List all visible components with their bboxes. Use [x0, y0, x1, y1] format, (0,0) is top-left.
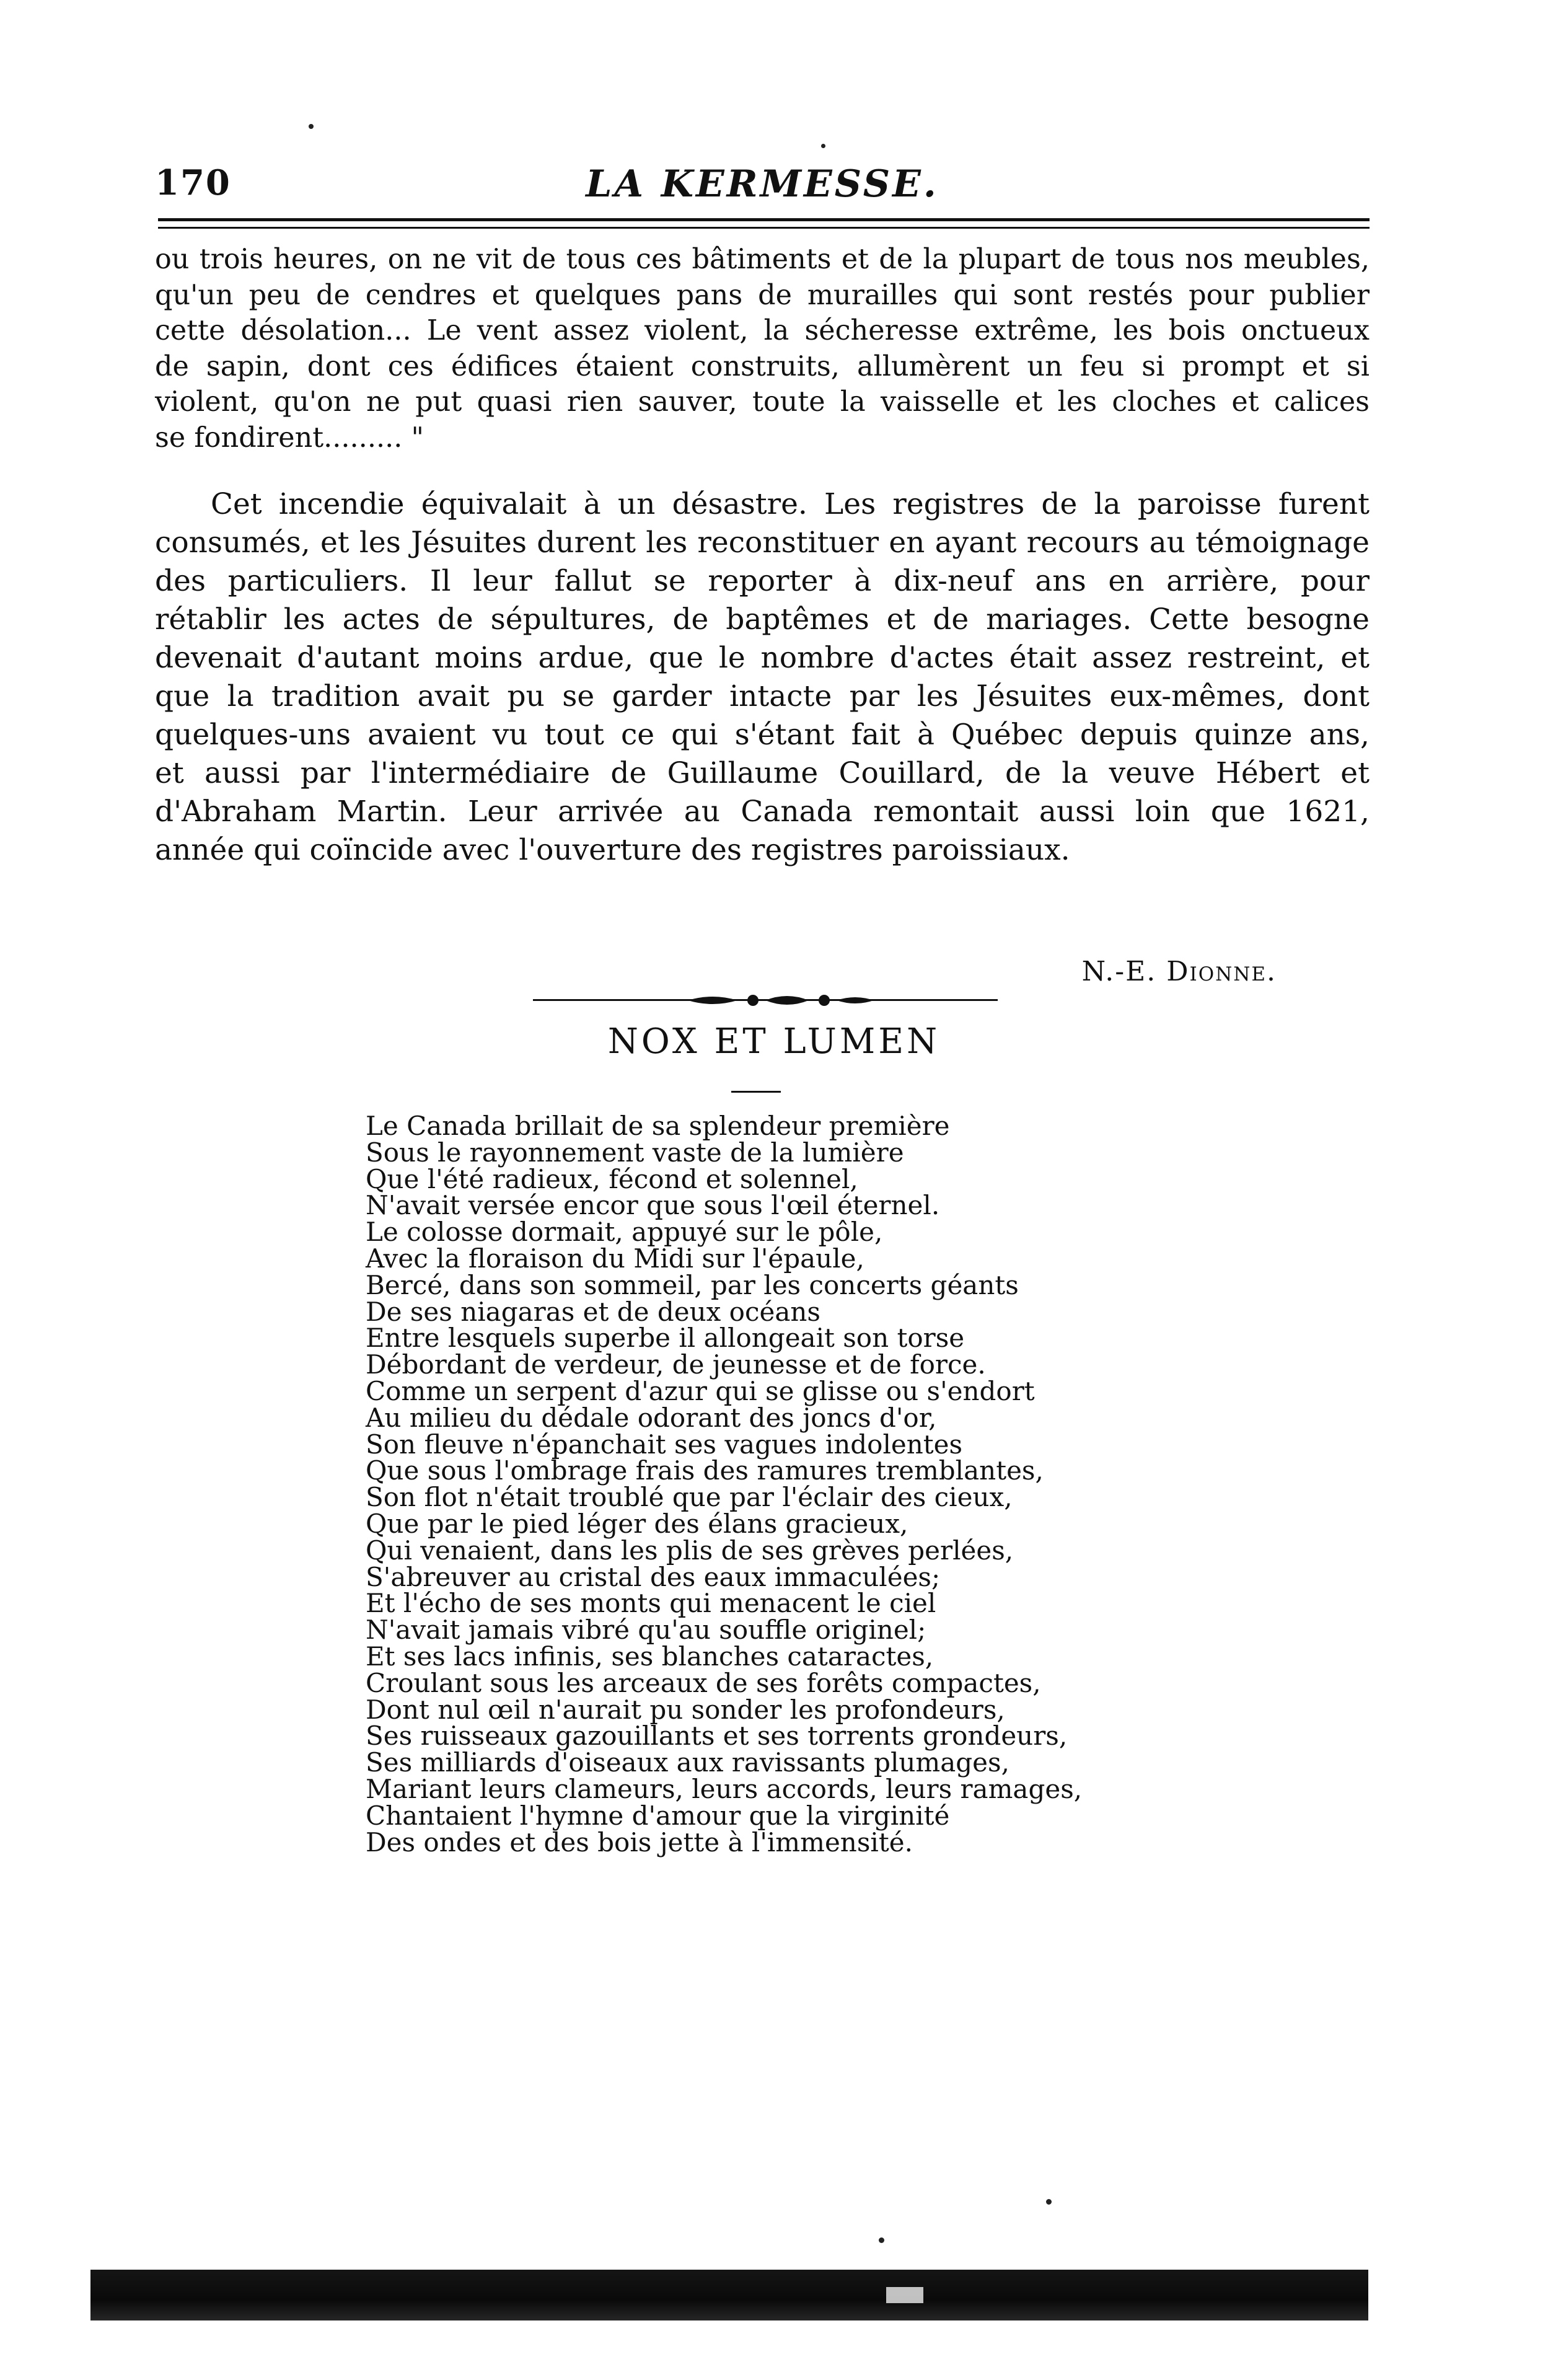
text-line: violent, qu'on ne put quasi rien sauver, toute la vaisselle et les cloches et calices	[155, 386, 1370, 418]
text-line: ou trois heures, on ne vit de tous ces bâtiments et de la plupart de tous nos meubles,	[155, 244, 1370, 275]
verse-line: Chantaient l'hymne d'amour que la virginité	[366, 1800, 950, 1831]
poem-title: NOX ET LUMEN	[607, 1021, 941, 1062]
verse-line: Que l'été radieux, fécond et solennel,	[366, 1163, 858, 1194]
text-line: qu'un peu de cendres et quelques pans de murailles qui sont restés pour publier	[155, 279, 1370, 311]
verse-line: Qui venaient, dans les plis de ses grèves perlées,	[366, 1535, 1014, 1566]
verse-line: Comme un serpent d'azur qui se glisse ou s'endort	[366, 1375, 1035, 1406]
verse-line: Le colosse dormait, appuyé sur le pôle,	[366, 1217, 883, 1248]
text-line: rétablir les actes de sépultures, de baptêmes et de mariages. Cette besogne	[155, 602, 1370, 637]
text-line: de sapin, dont ces édifices étaient construits, allumèrent un feu si prompt et si	[155, 350, 1370, 382]
text-line: que la tradition avait pu se garder intacte par les Jésuites eux-mêmes, dont	[155, 679, 1370, 713]
verse-line: Et ses lacs infinis, ses blanches cataractes,	[366, 1641, 934, 1672]
journal-title: LA KERMESSE.	[586, 162, 939, 206]
text-line: année qui coïncide avec l'ouverture des registres paroissiaux.	[155, 833, 1070, 867]
scan-speck	[879, 2237, 884, 2243]
verse-line: Son fleuve n'épanchait ses vagues indolentes	[366, 1429, 963, 1460]
page-number: 170	[155, 162, 231, 203]
verse-line: Que par le pied léger des élans gracieux,	[366, 1508, 908, 1539]
verse-line: N'avait jamais vibré qu'au souffle originel;	[366, 1615, 926, 1646]
text-line: des particuliers. Il leur fallut se reporter à dix-neuf ans en arrière, pour	[155, 564, 1370, 598]
header-rule-thick	[158, 218, 1370, 221]
verse-line: Des ondes et des bois jette à l'immensité.	[366, 1827, 913, 1858]
verse-line: De ses niagaras et de deux océans	[366, 1296, 820, 1327]
verse-line: S'abreuver au cristal des eaux immaculées;	[366, 1561, 941, 1592]
paragraph	[155, 485, 1370, 870]
verse-line: Ses milliards d'oiseaux aux ravissants plumages,	[366, 1747, 1009, 1778]
text-line: cette désolation... Le vent assez violent, la sécheresse extrême, les bois onctueux	[155, 315, 1370, 346]
verse-line: Le Canada brillait de sa splendeur première	[366, 1111, 950, 1141]
verse-line: Croulant sous les arceaux de ses forêts compactes,	[366, 1667, 1041, 1698]
scan-edge-bar	[90, 2270, 1368, 2320]
title-dash	[731, 1091, 781, 1093]
text-line: et aussi par l'intermédiaire de Guillaume Couillard, de la veuve Hébert et	[155, 756, 1370, 790]
verse-line: N'avait versée encor que sous l'œil éternel.	[366, 1190, 940, 1221]
verse-line: Débordant de verdeur, de jeunesse et de force.	[366, 1349, 986, 1380]
text-line: se fondirent......... "	[155, 421, 424, 454]
verse-line: Mariant leurs clameurs, leurs accords, leurs ramages,	[366, 1773, 1083, 1804]
text-line: consumés, et les Jésuites durent les reconstituer en ayant recours au témoignage	[155, 526, 1370, 560]
quoted-passage	[155, 242, 1370, 456]
verse-line: Dont nul œil n'aurait pu sonder les profondeurs,	[366, 1694, 1005, 1725]
text-line: Cet incendie équivalait à un désastre. Les registres de la paroisse furent	[211, 487, 1370, 521]
verse-line: Sous le rayonnement vaste de la lumière	[366, 1137, 904, 1168]
header-rule-thin	[158, 227, 1370, 229]
verse-line: Avec la floraison du Midi sur l'épaule,	[366, 1243, 864, 1274]
verse-line: Au milieu du dédale odorant des joncs d'or,	[366, 1402, 937, 1433]
section-divider-ornament	[533, 988, 998, 1013]
poem-verses	[366, 1113, 1246, 1856]
running-head	[155, 162, 1370, 206]
verse-line: Bercé, dans son sommeil, par les concerts géants	[366, 1269, 1019, 1300]
verse-line: Que sous l'ombrage frais des ramures tremblantes,	[366, 1455, 1044, 1486]
verse-line: Ses ruisseaux gazouillants et ses torrents grondeurs,	[366, 1721, 1068, 1752]
text-line: d'Abraham Martin. Leur arrivée au Canada remontait aussi loin que 1621,	[155, 795, 1370, 829]
scan-speck	[309, 124, 314, 129]
article-body	[155, 242, 1370, 870]
verse-line: Son flot n'était troublé que par l'éclair des cieux,	[366, 1482, 1013, 1513]
text-line: devenait d'autant moins ardue, que le nombre d'actes était assez restreint, et	[155, 641, 1370, 675]
scan-speck	[821, 144, 825, 148]
text-line: quelques-uns avaient vu tout ce qui s'étant fait à Québec depuis quinze ans,	[155, 718, 1370, 752]
verse-line: Entre lesquels superbe il allongeait son torse	[366, 1323, 965, 1354]
author-signature: N.-E. Dionne.	[1081, 956, 1277, 987]
scan-speck	[1046, 2199, 1052, 2205]
verse-line: Et l'écho de ses monts qui menacent le ciel	[366, 1588, 936, 1619]
